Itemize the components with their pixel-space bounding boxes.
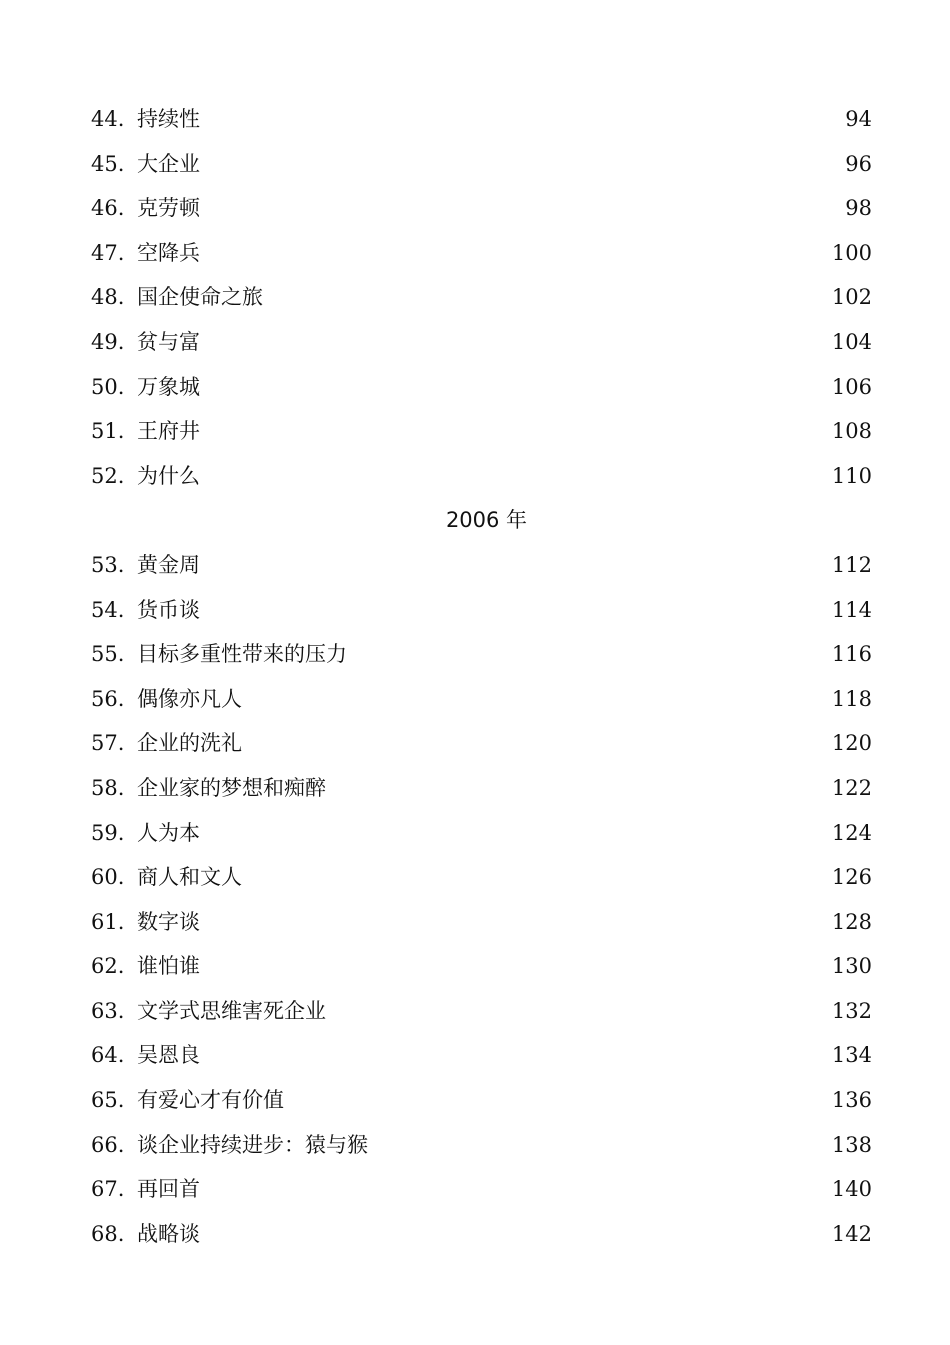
entry-title: 空降兵 [137, 240, 200, 265]
entry-page-number: 112 [831, 552, 872, 577]
toc-entry[interactable] [91, 186, 872, 231]
entry-title: 人为本 [137, 820, 200, 845]
entry-page-number: 106 [831, 374, 872, 399]
entry-title: 王府井 [137, 419, 200, 444]
toc-entry[interactable] [91, 543, 872, 588]
entry-title: 目标多重性带来的压力 [137, 642, 347, 667]
entry-number: 51. [91, 419, 125, 444]
entry-title: 商人和文人 [137, 865, 242, 890]
entry-title: 谁怕谁 [137, 954, 200, 979]
entry-number: 50. [91, 374, 125, 399]
entry-page-number: 96 [845, 151, 872, 176]
entry-page-number: 132 [831, 998, 872, 1023]
entry-number: 60. [91, 865, 125, 890]
toc-entry[interactable] [91, 944, 872, 989]
toc-entry[interactable] [91, 142, 872, 187]
toc-entry[interactable] [91, 409, 872, 454]
toc-entry[interactable] [91, 989, 872, 1034]
toc-entry[interactable] [91, 855, 872, 900]
toc-entry[interactable] [91, 721, 872, 766]
entry-title: 偶像亦凡人 [137, 686, 242, 711]
entry-number: 49. [91, 329, 125, 354]
toc-entry[interactable] [91, 1167, 872, 1212]
toc-entry[interactable] [91, 811, 872, 856]
entry-number: 56. [91, 686, 125, 711]
toc-entry[interactable] [91, 1033, 872, 1078]
entry-number: 57. [91, 731, 125, 756]
entry-page-number: 102 [831, 285, 872, 310]
entry-page-number: 116 [831, 642, 872, 667]
entry-title: 战略谈 [137, 1221, 200, 1246]
entry-page-number: 142 [831, 1221, 872, 1246]
toc-entry[interactable] [91, 97, 872, 142]
entry-page-number: 94 [845, 107, 872, 131]
toc-entry[interactable] [91, 275, 872, 320]
toc-entry[interactable] [91, 677, 872, 722]
entry-page-number: 118 [831, 686, 872, 711]
toc-entry[interactable] [91, 766, 872, 811]
toc-entry[interactable] [91, 1078, 872, 1123]
entry-title: 企业家的梦想和痴醉 [137, 775, 326, 800]
entry-title: 有爱心才有价值 [137, 1088, 284, 1113]
entry-title: 谈企业持续进步：猿与猴 [137, 1132, 368, 1157]
entry-number: 63. [91, 998, 125, 1023]
entry-page-number: 100 [831, 240, 872, 265]
entry-page-number: 98 [845, 196, 872, 221]
entry-title: 为什么 [137, 463, 200, 488]
entry-title: 再回首 [137, 1177, 200, 1202]
entry-number: 54. [91, 597, 125, 622]
entry-page-number: 122 [831, 775, 872, 800]
entry-number: 48. [91, 285, 125, 310]
entry-page-number: 140 [831, 1177, 872, 1202]
toc-entry[interactable] [91, 632, 872, 677]
entry-number: 65. [91, 1088, 125, 1113]
entry-title: 吴恩良 [137, 1043, 200, 1068]
entry-page-number: 114 [831, 597, 872, 622]
entry-number: 66. [91, 1132, 125, 1157]
entry-title: 文学式思维害死企业 [137, 998, 326, 1023]
entry-title: 数字谈 [137, 909, 200, 934]
entry-page-number: 110 [831, 463, 872, 488]
toc-entry[interactable] [91, 231, 872, 276]
entry-title: 万象城 [137, 374, 200, 399]
entry-number: 68. [91, 1221, 125, 1246]
toc-entry[interactable] [91, 320, 872, 365]
entry-number: 44. [91, 107, 125, 131]
entry-title: 国企使命之旅 [137, 285, 263, 310]
entry-title: 克劳顿 [137, 196, 200, 221]
entry-page-number: 128 [831, 909, 872, 934]
entry-page-number: 134 [831, 1043, 872, 1068]
entry-number: 45. [91, 151, 125, 176]
entry-number: 52. [91, 463, 125, 488]
entry-number: 55. [91, 642, 125, 667]
entry-page-number: 120 [831, 731, 872, 756]
toc-entry[interactable] [91, 1212, 872, 1257]
entry-number: 47. [91, 240, 125, 265]
entry-page-number: 136 [831, 1088, 872, 1113]
entry-number: 61. [91, 909, 125, 934]
entry-page-number: 124 [831, 820, 872, 845]
entry-title: 货币谈 [137, 597, 200, 622]
entry-page-number: 130 [831, 954, 872, 979]
entry-title: 贫与富 [137, 329, 200, 354]
toc-entry[interactable] [91, 1123, 872, 1168]
table-of-contents [91, 97, 872, 1256]
entry-number: 64. [91, 1043, 125, 1068]
toc-entry[interactable] [91, 900, 872, 945]
entry-number: 58. [91, 775, 125, 800]
toc-entry[interactable] [91, 454, 872, 499]
entry-title: 黄金周 [137, 552, 200, 577]
toc-entry[interactable] [91, 365, 872, 410]
entry-page-number: 126 [831, 865, 872, 890]
entry-title: 持续性 [137, 107, 200, 131]
entry-number: 59. [91, 820, 125, 845]
entry-number: 62. [91, 954, 125, 979]
section-heading: 2006 年 [445, 508, 528, 533]
entry-number: 67. [91, 1177, 125, 1202]
toc-entry[interactable] [91, 588, 872, 633]
entry-title: 企业的洗礼 [137, 731, 242, 756]
entry-page-number: 104 [831, 329, 872, 354]
entry-title: 大企业 [137, 151, 200, 176]
entry-number: 46. [91, 196, 125, 221]
entry-page-number: 108 [831, 419, 872, 444]
entry-number: 53. [91, 552, 125, 577]
entry-page-number: 138 [831, 1132, 872, 1157]
